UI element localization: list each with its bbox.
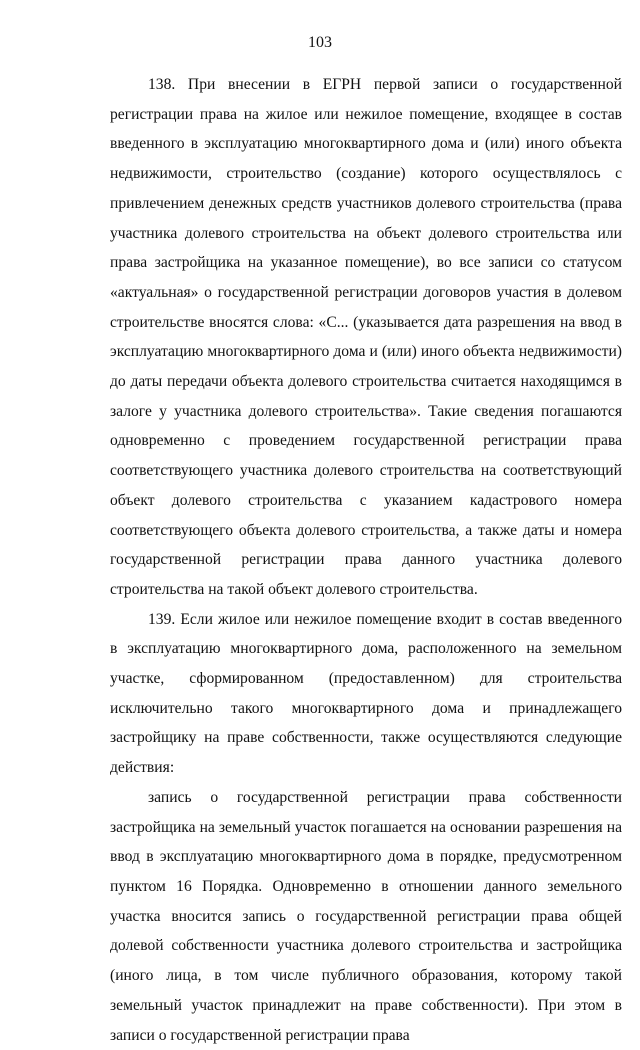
paragraph-139: 139. Если жилое или нежилое помещение входит в состав введенного в эксплуатацию многоквартирного дома, расположенного на земельном участке, сформированном (предоставленном) для строительства исключительно такого многоквартирного дома и принадлежащего застройщику на праве собственности, также осуществляются следующие действия:	[110, 610, 622, 777]
paragraph-139-subitem: запись о государственной регистрации права собственности застройщика на земельный участок погашается на основании разрешения на ввод в эксплуатацию многоквартирного дома в порядке, предусмотренном пунктом 16 Порядка. Одновременно в отношении данного земельного участка вносится запись о государственной регистрации права общей долевой собственности участника долевого строительства и застройщика (иного лица, в том числе публичного образования, которому такой земельный участок принадлежит на праве собственности). При этом в записи о государственной регистрации права	[110, 788, 622, 1044]
paragraph-138: 138. При внесении в ЕГРН первой записи о государственной регистрации права на жилое или нежилое помещение, входящее в состав введенного в эксплуатацию многоквартирного дома и (или) иного объекта недвижимости, строительство (создание) которого осуществлялось с привлечением денежных средств участников долевого строительства (права участника долевого строительства на объект долевого строительства или права застройщика на указанное помещение), во все записи со статусом «актуальная» о государственной регистрации договоров участия в долевом строительстве вносятся слова: «С... (указывается дата разрешения на ввод в эксплуатацию многоквартирного дома и (или) иного объекта недвижимости) до даты передачи объекта долевого строительства считается находящимся в залоге у участника долевого строительства». Такие сведения погашаются одновременно с проведением государственной регистрации права соответствующего участника долевого строительства на соответствующий объект долевого строительства с указанием кадастрового номера соответствующего объекта долевого строительства, а также даты и номера государственной регистрации права данного участника долевого строительства на такой объект долевого строительства.	[110, 76, 622, 598]
page-number: 103	[308, 34, 332, 51]
document-body	[110, 70, 622, 1050]
